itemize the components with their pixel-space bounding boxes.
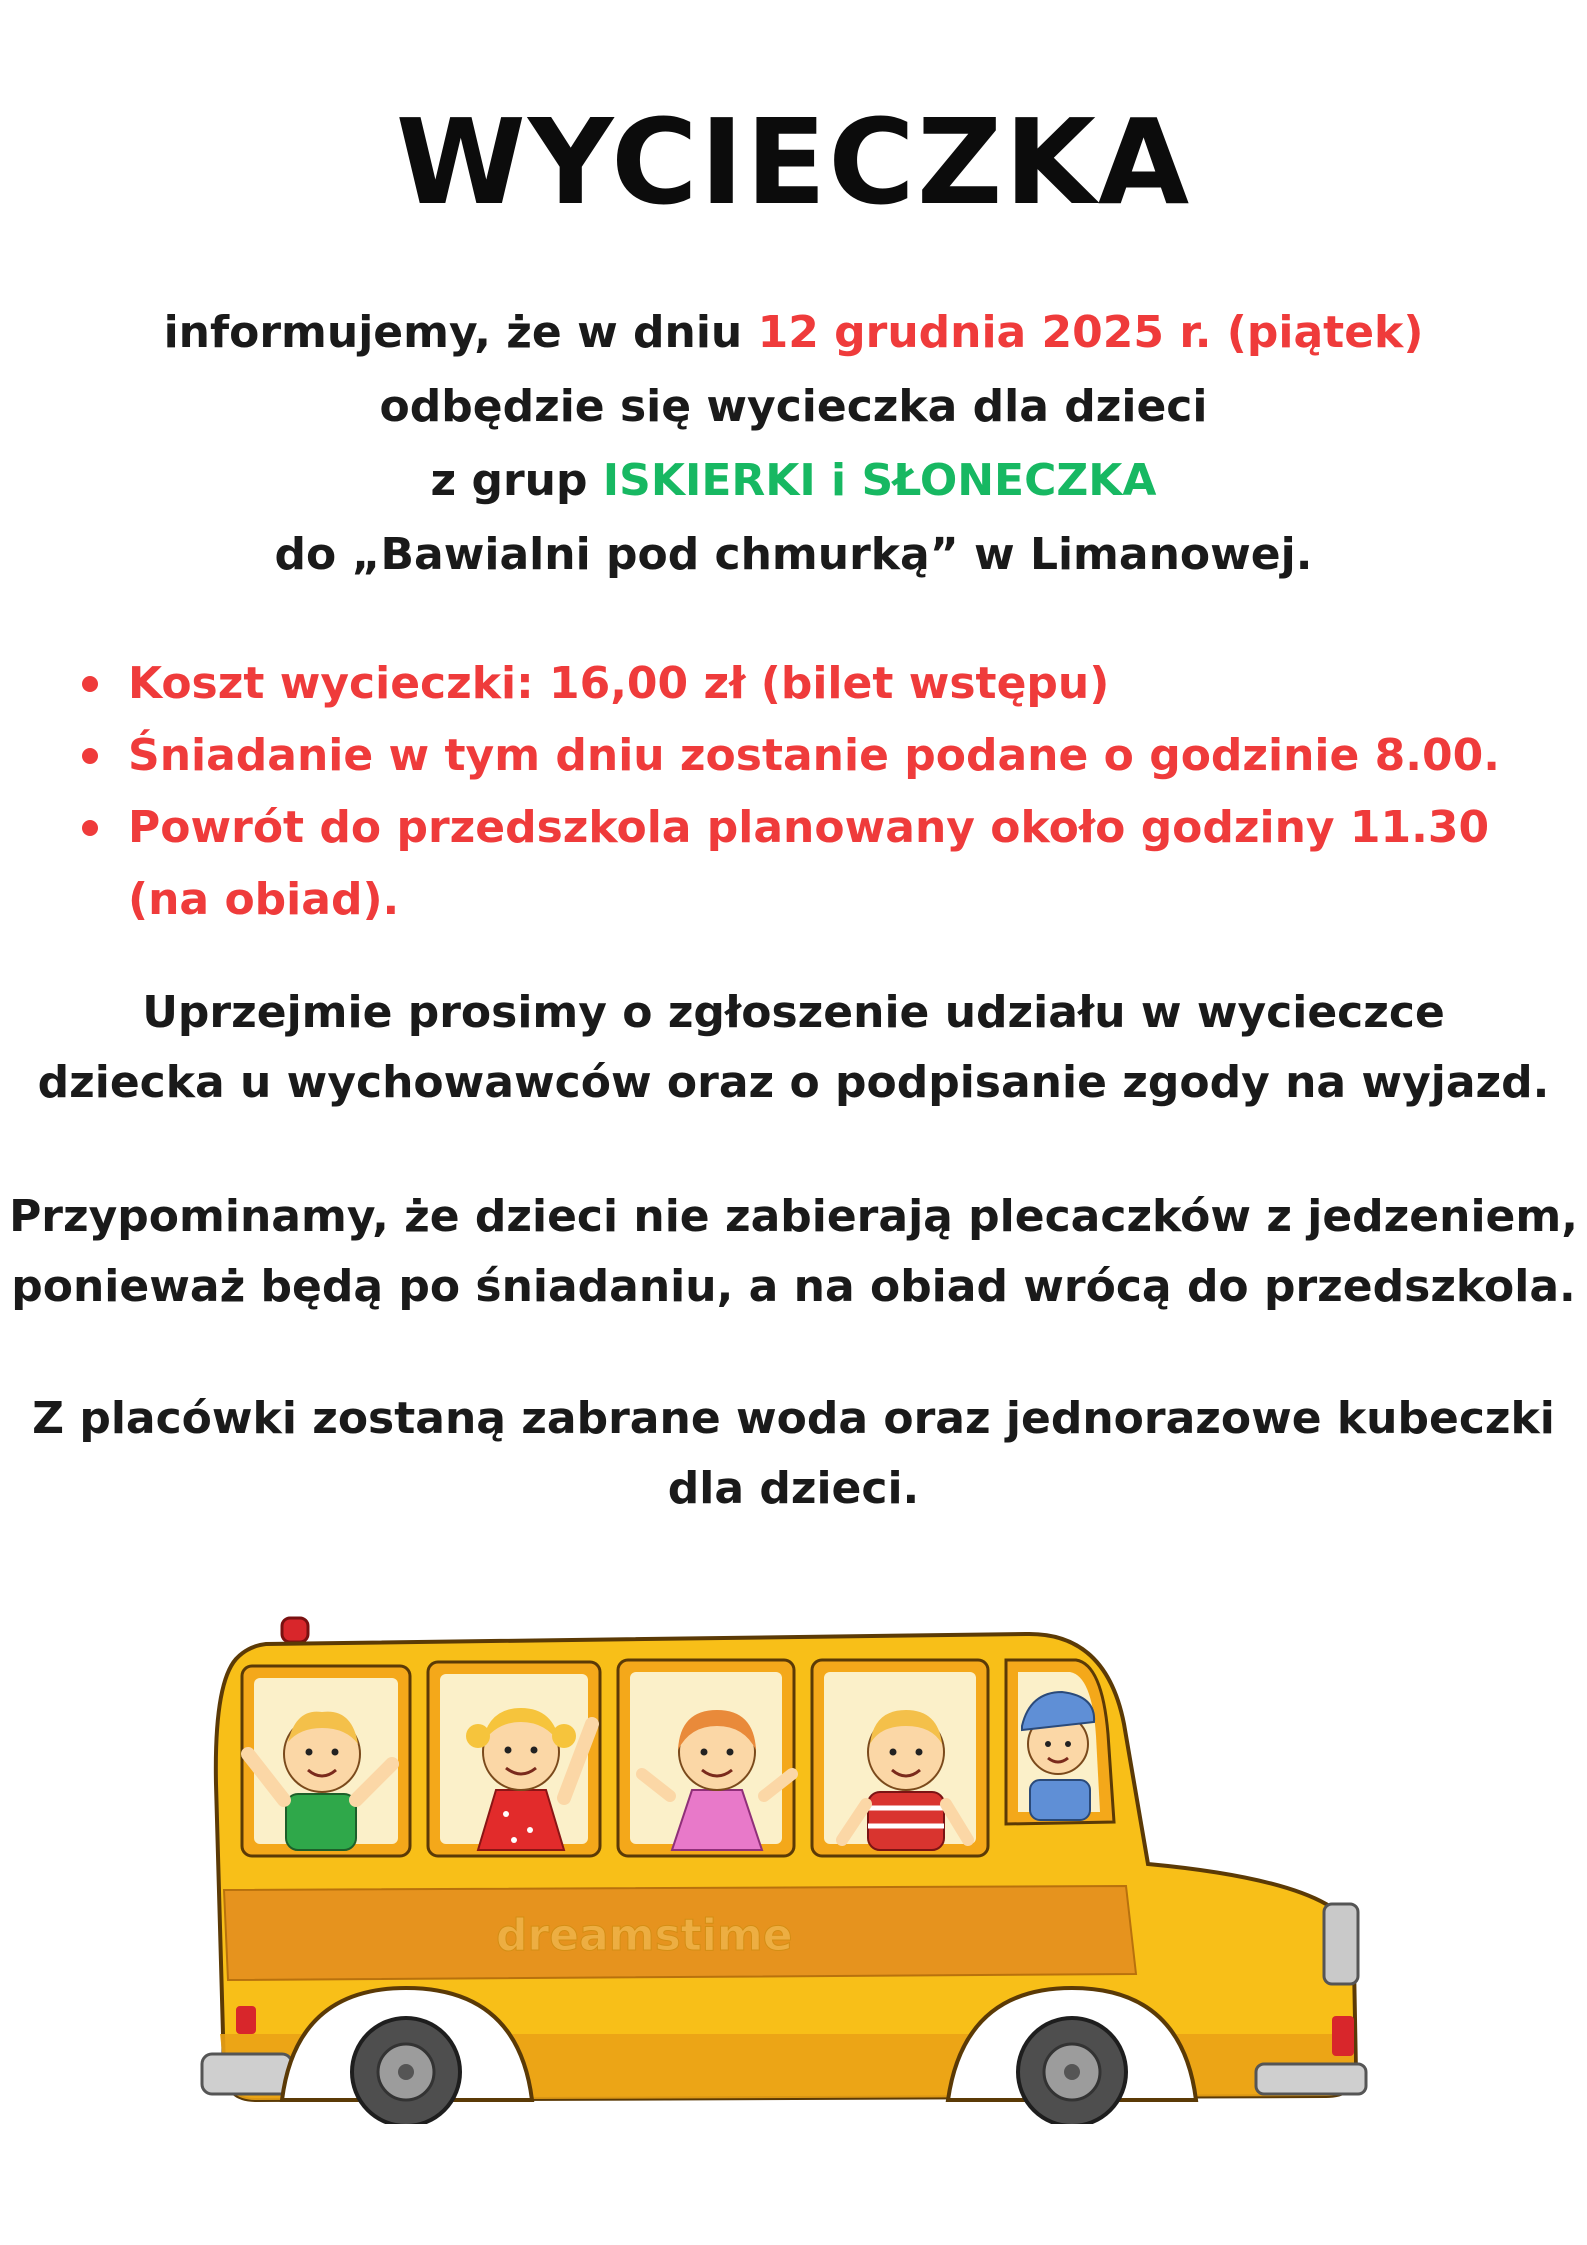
request-line-1: Uprzejmie prosimy o zgłoszenie udziału w wycieczce [142,987,1445,1038]
intro-line-2: odbędzie się wycieczka dla dzieci [379,381,1208,432]
intro-line-3-prefix: z grup [430,455,603,506]
intro-line-1-prefix: informujemy, że w dniu [163,307,758,358]
details-item-text: Śniadanie w tym dniu zostanie podane o godzinie 8.00. [128,730,1500,781]
reminder-line-2: ponieważ będą po śniadaniu, a na obiad wrócą do przedszkola. [11,1261,1576,1312]
supplies-line-2: dla dzieci. [667,1463,920,1514]
details-item-text: Koszt wycieczki: 16,00 zł (bilet wstępu) [128,658,1110,709]
roof-light-icon [282,1618,308,1642]
intro-line-4: do „Bawialni pod chmurką” w Limanowej. [274,529,1313,580]
details-item-return [80,792,1520,936]
front-wheel-icon [1018,2018,1126,2124]
reminder-paragraph [0,1182,1587,1322]
school-bus-illustration [196,1604,1396,2124]
watermark-text: dreamstime [496,1910,793,1961]
rear-light [236,2006,256,2034]
supplies-line-1: Z placówki zostaną zabrane woda oraz jednorazowe kubeczki [32,1393,1555,1444]
flyer-title: WYCIECZKA [395,93,1192,231]
rear-wheel-icon [352,2018,460,2124]
request-paragraph [0,978,1587,1118]
intro-block [0,296,1587,592]
bullet-icon [82,748,98,764]
reminder-line-1: Przypominamy, że dzieci nie zabierają plecaczków z jedzeniem, [9,1191,1578,1242]
bullet-icon [82,676,98,692]
rear-bumper [202,2054,292,2094]
front-bumper [1256,2064,1366,2094]
front-light [1332,2016,1354,2056]
group-names: ISKIERKI i SŁONECZKA [602,455,1157,506]
supplies-paragraph [0,1384,1587,1524]
intro-line-1 [0,296,1587,370]
details-item-text: Powrót do przedszkola planowany około godziny 11.30 (na obiad). [128,802,1490,925]
request-line-2: dziecka u wychowawców oraz o podpisanie zgody na wyjazd. [37,1057,1550,1108]
headlight [1324,1904,1358,1984]
details-item-cost [80,648,1520,720]
bullet-icon [82,820,98,836]
driver-figure [1022,1692,1094,1820]
details-list [80,648,1520,936]
intro-line-3 [0,444,1587,518]
trip-date: 12 grudnia 2025 r. (piątek) [757,307,1424,358]
details-item-breakfast [80,720,1520,792]
